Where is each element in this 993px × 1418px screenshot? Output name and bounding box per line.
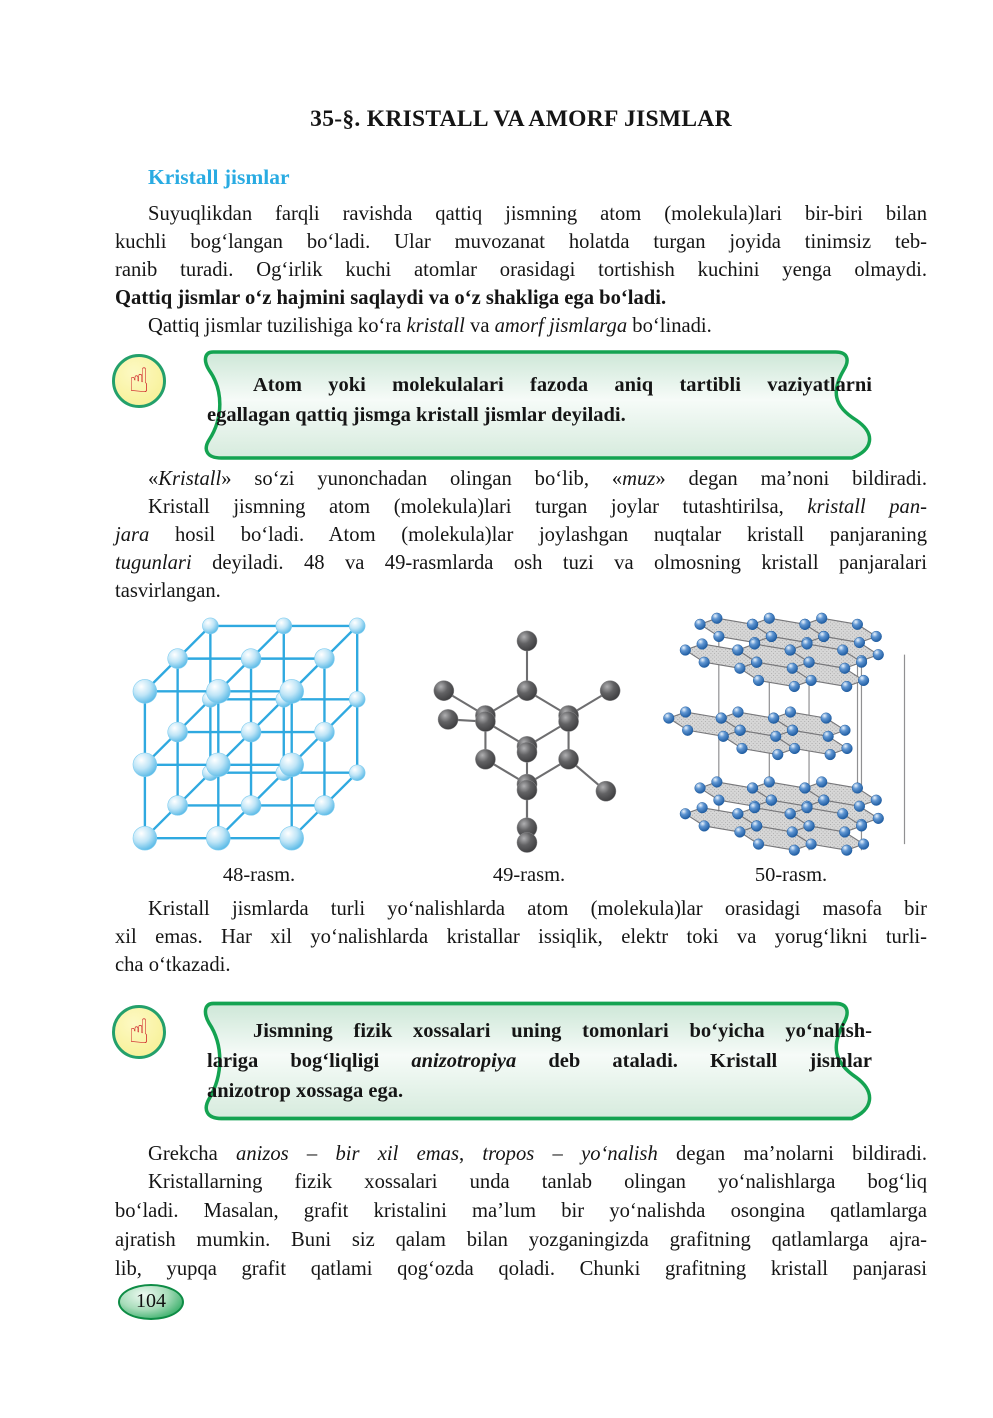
text-line: ranib turadi. Og‘irlik kuchi atomlar orasidagi tortishish kuchini yenga olmaydi. <box>115 259 927 281</box>
figure-caption-48: 48-rasm. <box>222 864 296 886</box>
text-line: kuchli bog‘langan bo‘ladi. Ular muvozanat holatda turgan joyida tinimsiz teb- <box>115 231 927 253</box>
salt-crystal-lattice-figure <box>112 612 400 862</box>
text-line: Atom yoki molekulalari fazoda aniq tartibli vaziyatlarni <box>253 374 872 396</box>
text-line: lib, yupqa grafit qatlami qog‘ozda qoladi. Chunki grafitning kristall panjarasi <box>115 1258 927 1280</box>
paragraph-lattice <box>115 493 927 605</box>
text-line: «Kristall» so‘zi yunonchadan olingan bo‘lib, «muz» degan ma’noni bildiradi. <box>148 468 928 490</box>
text-line: cha o‘tkazadi. <box>115 954 231 976</box>
paragraph-greek <box>115 1140 927 1168</box>
text-line: Qattiq jismlar tuzilishiga ko‘ra kristall va amorf jismlarga bo‘linadi. <box>148 315 712 337</box>
paragraph-directions <box>115 895 927 979</box>
text-line: tugunlari deyiladi. 48 va 49-rasmlarda osh tuzi va olmosning kristall panjaralari <box>115 552 927 574</box>
page-title: 35-§. KRISTALL VA AMORF JISMLAR <box>310 106 732 132</box>
callout-text <box>207 346 872 430</box>
text-line: Jismning fizik xossalari uning tomonlari bo‘yicha yo‘nalish- <box>253 1020 872 1042</box>
text-line: Kristall jismning atom (molekula)lari turgan joylar tutashtirilsa, kristall pan- <box>148 496 927 518</box>
hand-glyph: ☝ <box>128 361 150 401</box>
text-line: bo‘ladi. Masalan, grafit kristalini ma’lum bir yo‘nalishda osongina qatlamlarga <box>115 1200 927 1222</box>
pointing-hand-icon <box>112 1005 166 1059</box>
text-line: Kristall jismlarda turli yo‘nalishlarda atom (molekula)lar orasidagi masofa bir <box>148 898 927 920</box>
paragraph-solid-bodies <box>115 200 927 340</box>
page-number-badge: 104 <box>118 1284 184 1320</box>
diamond-crystal-lattice-figure <box>398 612 656 862</box>
text-line: Suyuqlikdan farqli ravishda qattiq jismning atom (molekula)lari bir-biri bilan <box>148 203 927 225</box>
figure-caption-49: 49-rasm. <box>492 864 566 886</box>
figure-caption-50: 50-rasm. <box>754 864 828 886</box>
text-line: anizotrop xossaga ega. <box>207 1080 404 1102</box>
definition-callout-crystal <box>112 346 930 464</box>
paragraph-graphite <box>115 1168 927 1284</box>
pointing-hand-icon <box>112 354 166 408</box>
text-line: Kristallarning fizik xossalari unda tanlab olingan yo‘nalishlarga bog‘liq <box>148 1171 927 1193</box>
definition-callout-anisotropy <box>112 997 930 1125</box>
text-line: egallagan qattiq jismga kristall jismlar deyiladi. <box>207 404 626 426</box>
text-line: jara hosil bo‘ladi. Atom (molekula)lar joylashgan nuqtalar kristall panjaraning <box>115 524 927 546</box>
text-line: xil emas. Har xil yo‘nalishlarda kristallar issiqlik, elektr toki va yorug‘likni turli- <box>115 926 927 948</box>
paragraph-kristall-word <box>115 465 927 493</box>
text-line: Grekcha anizos – bir xil emas, tropos – yo‘nalish degan ma’nolarni bildiradi. <box>148 1143 927 1165</box>
callout-text <box>207 997 872 1106</box>
hand-glyph: ☝ <box>128 1012 150 1052</box>
text-line: Qattiq jismlar o‘z hajmini saqlaydi va o‘z shakliga ega bo‘ladi. <box>115 287 667 309</box>
text-line: ajratish mumkin. Buni siz qalam bilan yozganingizda grafitning qatlamlarga ajra- <box>115 1229 927 1251</box>
graphite-crystal-lattice-figure <box>648 612 932 864</box>
text-line: lariga bog‘liqligi anizotropiya deb ataladi. Kristall jismlar <box>207 1050 872 1072</box>
section-heading: Kristall jismlar <box>148 165 290 189</box>
text-line: tasvirlangan. <box>115 580 221 602</box>
